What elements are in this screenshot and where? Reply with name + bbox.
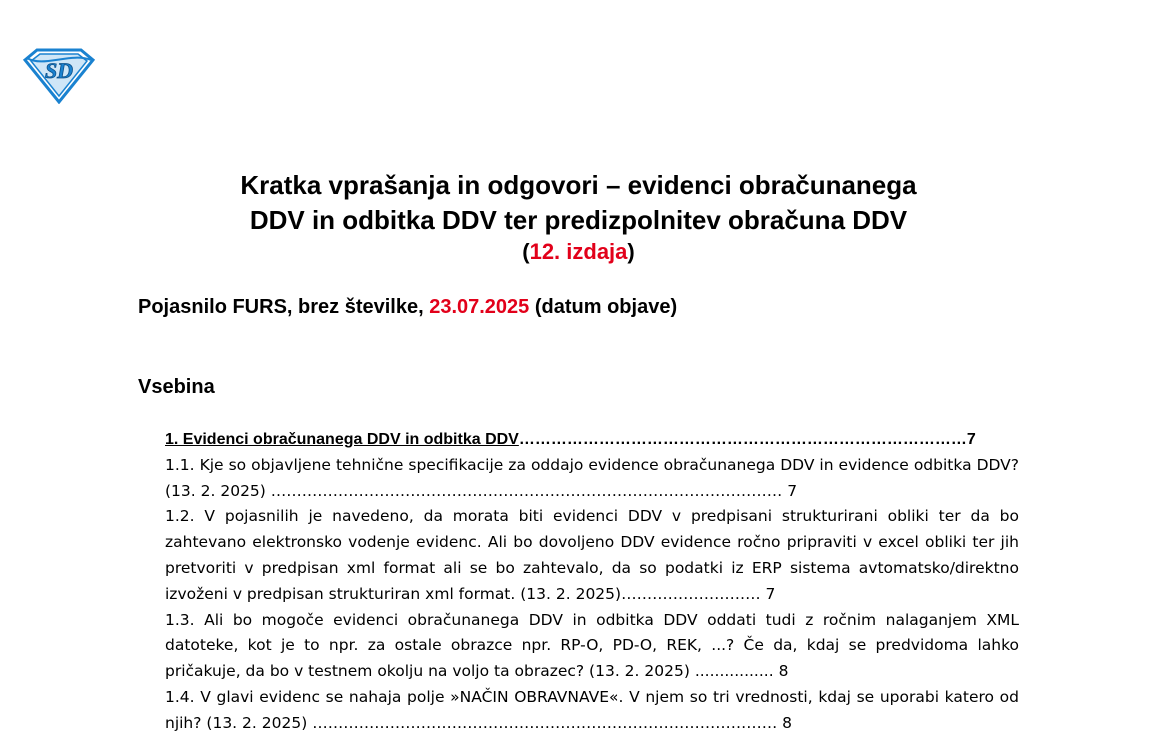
title-line-2: DDV in odbitka DDV ter predizpolnitev obračuna DDV bbox=[249, 205, 908, 235]
toc-leader-dots: ……………………………………………………………………………… bbox=[312, 713, 778, 732]
contents-heading: Vsebina bbox=[138, 376, 215, 398]
table-of-contents bbox=[165, 427, 1019, 737]
toc-entry-text: 1. Evidenci obračunanega DDV in odbitka DDV bbox=[165, 431, 519, 448]
svg-text:SD: SD bbox=[44, 58, 74, 83]
toc-entry-text: 1.1. Kje so objavljene tehnične specifikacije za oddajo evidence obračunanega DDV in evidence odbitka DDV? (13. 2. 2025) bbox=[165, 455, 1019, 500]
publication-meta bbox=[138, 296, 677, 319]
toc-entry-1[interactable] bbox=[165, 427, 1019, 453]
toc-leader-dots: ……………………………………………………………………………………… bbox=[270, 481, 783, 500]
toc-entry-text: 1.4. V glavi evidenc se nahaja polje »NAČIN OBRAVNAVE«. V njem so tri vrednosti, kdaj se uporabi katero od njih? (13. 2. 2025) bbox=[165, 687, 1019, 732]
toc-entry-text: 1.3. Ali bo mogoče evidenci obračunanega DDV in odbitka DDV oddati tudi z ročnim nalaganjem XML datoteke, kot je to npr. za ostale obrazce npr. RP-O, PD-O, REK, ...? Če da, kdaj se predvidoma lahko pričakuje, da bo v testnem okolju na voljo ta obrazec? (13. 2. 2025) bbox=[165, 610, 1019, 681]
toc-page-number: 8 bbox=[777, 713, 792, 732]
toc-page-number: 7 bbox=[760, 584, 776, 603]
toc-page-number: 8 bbox=[773, 662, 789, 681]
toc-entry-1-3[interactable] bbox=[165, 608, 1019, 685]
toc-page-number: 7 bbox=[966, 431, 976, 448]
toc-entry-1-2[interactable] bbox=[165, 504, 1019, 607]
edition-close-paren: ) bbox=[627, 239, 635, 264]
toc-leader-dots: ……………………… bbox=[621, 584, 761, 603]
sd-logo bbox=[21, 46, 97, 104]
document-title bbox=[0, 168, 1157, 238]
edition-number: 12. izdaja bbox=[529, 239, 628, 264]
toc-page-number: 7 bbox=[782, 481, 798, 500]
meta-suffix: (datum objave) bbox=[529, 296, 678, 318]
title-line-1: Kratka vprašanja in odgovori – evidenci obračunanega bbox=[240, 170, 917, 200]
edition-open-paren: ( bbox=[522, 239, 530, 264]
toc-leader-dots: ………………………………………………………………………… bbox=[518, 431, 967, 448]
toc-leader-dots: ................ bbox=[694, 662, 774, 681]
toc-entry-1-4[interactable] bbox=[165, 685, 1019, 737]
meta-middle: , brez številke, bbox=[286, 296, 430, 318]
toc-entry-text: 1.2. V pojasnilih je navedeno, da morata biti evidenci DDV v predpisani strukturirani obliki ter da bo zahtevano elektronsko vodenje evidenc. Ali bo dovoljeno DDV evidence ročno pripraviti v excel obliki ter jih pretvoriti v predpisan xml format ali se bo zahtevalo, da so podatki iz ERP sistema avtomatsko/direktno izvoženi v predpisan strukturiran xml format. (13. 2. 2025) bbox=[165, 507, 1019, 603]
meta-source: Pojasnilo FURS bbox=[138, 296, 287, 318]
toc-entry-1-1[interactable] bbox=[165, 453, 1019, 505]
sd-diamond-logo-icon bbox=[21, 46, 97, 104]
meta-date: 23.07.2025 bbox=[429, 296, 530, 318]
edition-label bbox=[0, 239, 1157, 265]
